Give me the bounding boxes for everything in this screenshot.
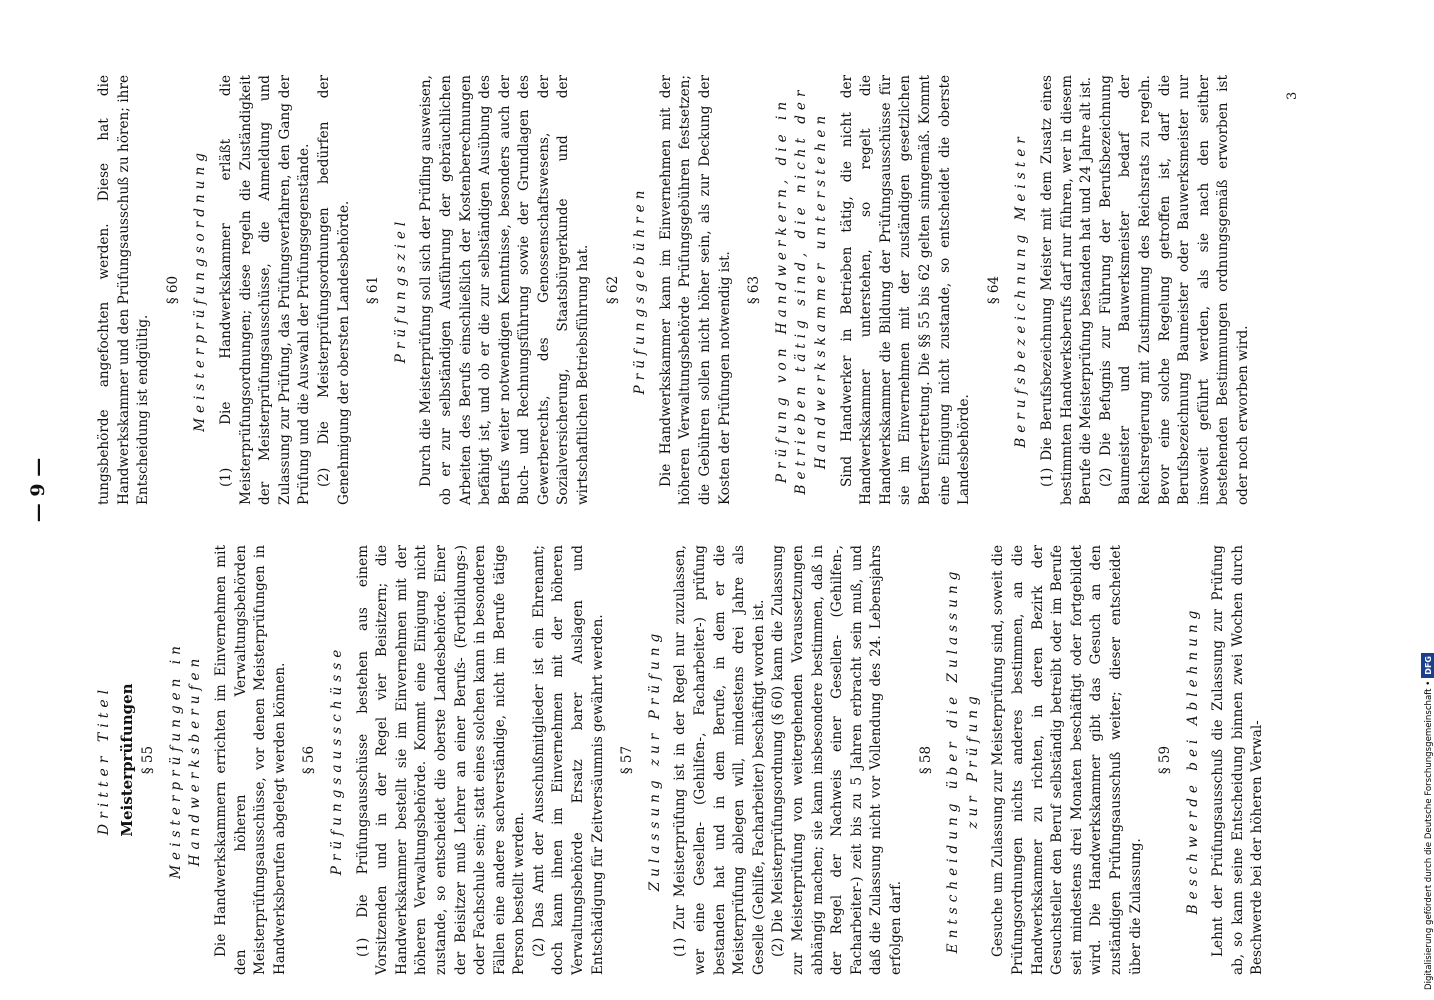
section-56-number: § 56: [301, 745, 318, 775]
section-60-paragraph-1: (1) Die Handwerkskammer erläßt die Meisterprüfungsordnungen; diese regeln die Zuständigkeit der Meisterprüfungsausschüsse, die Anmeldung und Zulassung zur Prüfung, das Prüfungsverfahren, den Gang der Prüfung und die Auswahl der Prüfungsgegenstände.: [217, 75, 313, 505]
section-55-heading: Meisterprüfungen in Handwerksberufen: [167, 641, 204, 879]
section-57-paragraph-2: (2) Die Meisterprüfungsordnung (§ 60) kann die Zulassung zur Meisterprüfung von weitergehenden Voraussetzungen abhängig machen; sie kann insbesondere bestimmen, daß in der Regel der Nachweis einer Gesellen- (Gehilfen-, Facharbeiter-) zeit bis zu 5 Jahren erbracht sein muß, und daß die Zulassung nicht vor Vollendung des 24. Lebensjahrs erfolgen darf.: [770, 545, 904, 975]
section-64-heading: Berufsbezeichnung Meister: [1013, 132, 1030, 448]
section-60-paragraph-2: (2) Die Meisterprüfungsordnungen bedürfen der Genehmigung der obersten Landesbehörde.: [315, 75, 352, 505]
section-63-heading: Prüfung von Handwerkern, die in Betrieben tätig sind, die nicht der Handwerkskammer unterstehen: [773, 85, 829, 495]
section-56-heading: Prüfungsausschüsse: [328, 644, 345, 876]
section-58-number: § 58: [917, 745, 934, 775]
section-57-paragraph-1: (1) Zur Meisterprüfung ist in der Regel nur zuzulassen, wer eine Gesellen- (Gehilfen-, Facharbeiter-) prüfung bestanden hat und in dem Berufe, in dem er die Meisterprüfung ablegen will, mindestens drei Jahre als Geselle (Gehilfe, Facharbeiter) beschäftigt worden ist.: [672, 545, 767, 975]
page-footer-number: 3: [1285, 91, 1300, 100]
section-63-text: Sind Handwerker in Betrieben tätig, die nicht der Handwerkskammer unterstehen, so regelt die Handwerkskammer die Bildung der Prüfungsausschüsse für sie im Einvernehmen mit der zuständigen gesetzlichen Berufsvertretung. Die §§ 55 bis 62 gelten sinngemäß. Kommt eine Einigung nicht zustande, so entscheidet die oberste Landesbehörde.: [838, 75, 973, 505]
section-58-text: Gesuche um Zulassung zur Meisterprüfung sind, soweit die Prüfungsordnungen nichts anderes bestimmen, an die Handwerkskammer zu richten, in deren Bezirk der Gesuchsteller den Beruf selbständig betreibt oder im Berufe seit mindestens drei Monaten beschäftigt oder fortgebildet wird. Die Handwerkskammer gibt das Gesuch an den zuständigen Prüfungsausschuß weiter; dieser entscheidet über die Zulassung.: [990, 545, 1144, 975]
section-62-number: § 62: [604, 275, 621, 305]
section-61-number: § 61: [365, 275, 382, 305]
section-60-number: § 60: [164, 275, 181, 305]
section-55-text: Die Handwerkskammern errichten im Einvernehmen mit den höheren Verwaltungsbehörden Meisterprüfungsausschüsse, vor denen Meisterprüfungen in Handwerksberufen abgelegt werden können.: [212, 545, 288, 975]
title-bold: Meisterprüfungen: [117, 683, 136, 837]
section-60-heading: Meisterprüfungsordnung: [192, 148, 209, 432]
page-number: — 9 —: [27, 457, 49, 523]
section-61-heading: Prüfungsziel: [392, 216, 409, 364]
section-63-number: § 63: [746, 275, 763, 305]
section-61-text: Durch die Meisterprüfung soll sich der Prüfling ausweisen, ob er zur selbständigen Ausführung der gebräuchlichen Arbeiten des Berufs einschließlich der Kostenberechnungen befähigt ist, und ob er die zur selbständigen Ausübung des Berufs weiter notwendigen Kenntnisse, besonders auch der Buch- und Rechnungsführung sowie der Grundlagen des Gewerberechts, des Genossenschaftswesens, der Sozialversicherung, Staatsbürgerkunde und der wirtschaftlichen Betriebsführung hat.: [418, 75, 592, 505]
section-59-heading: Beschwerde bei Ablehnung: [1184, 605, 1201, 915]
left-column: [95, 545, 1268, 975]
dfg-badge: DFG: [1421, 653, 1434, 678]
section-58-heading: Entscheidung über die Zulassung zur Prüfung: [945, 566, 981, 954]
credit-text: Digitalisierung gefördert durch die Deutsche Forschungsgemeinschaft •: [1424, 680, 1434, 990]
section-56-paragraph-2: (2) Das Amt der Ausschußmitglieder ist ein Ehrenamt; doch kann ihnen im Einvernehmen mit der höheren Verwaltungsbehörde Ersatz barer Auslagen und Entschädigung für Zeitversäumnis gewährt werden.: [530, 545, 606, 975]
section-55-number: § 55: [140, 745, 157, 775]
document-page: [27, 75, 1325, 975]
section-64-number: § 64: [985, 275, 1002, 305]
section-62-heading: Prüfungsgebühren: [632, 185, 649, 395]
section-56-paragraph-1: (1) Die Prüfungsausschüsse bestehen aus einem Vorsitzenden und in der Regel vier Beisitzern; die Handwerkskammer bestellt sie im Einvernehmen mit der höheren Verwaltungsbehörde. Kommt eine Einigung nicht zustande, so entscheidet die oberste Landesbehörde. Einer der Beisitzer muß Lehrer an einer Berufs- (Fortbildungs-) oder Fachschule sein; statt eines solchen kann in besonderen Fällen eine andere sachverständige, nicht im Berufe tätige Person bestellt werden.: [354, 545, 528, 975]
right-column: [95, 75, 1253, 505]
section-59-number: § 59: [1157, 745, 1174, 775]
section-57-number: § 57: [619, 745, 636, 775]
section-59-text: Lehnt der Prüfungsausschuß die Zulassung zur Prüfung ab, so kann seine Entscheidung binnen zwei Wochen durch Beschwerde bei der höheren Verwal-: [1210, 545, 1266, 975]
section-57-heading: Zulassung zur Prüfung: [646, 628, 663, 892]
section-64-paragraph-1: (1) Die Berufsbezeichnung Meister mit dem Zusatz eines bestimmten Handwerksberufs darf nur führen, wer in diesem Berufe die Meisterprüfung bestanden hat und 24 Jahre alt ist.: [1038, 75, 1095, 505]
section-64-paragraph-2: (2) Die Befugnis zur Führung der Berufsbezeichnung Baumeister und Bauwerksmeister bedarf der Reichsregierung mit Zustimmung des Reichsrats zu regeln. Bevor eine solche Regelung getroffen ist, darf die Berufsbezeichnung Baumeister oder Bauwerksmeister nur insoweit geführt werden, als sie nach den seither bestehenden Bestimmungen ordnungsgemäß erworben ist oder noch erworben wird.: [1097, 75, 1251, 505]
title-small: Dritter Titel: [96, 684, 112, 836]
continuation-text: tungsbehörde angefochten werden. Diese hat die Handwerkskammer und den Prüfungsausschuß zu hören; ihre Entscheidung ist endgültig.: [96, 75, 152, 505]
section-62-text: Die Handwerkskammer kann im Einvernehmen mit der höheren Verwaltungsbehörde Prüfungsgebühren festsetzen; die Gebühren sollen nicht höher sein, als zur Deckung der Kosten der Prüfungen notwendig ist.: [657, 75, 733, 505]
sidebar-credit: [1421, 0, 1434, 990]
